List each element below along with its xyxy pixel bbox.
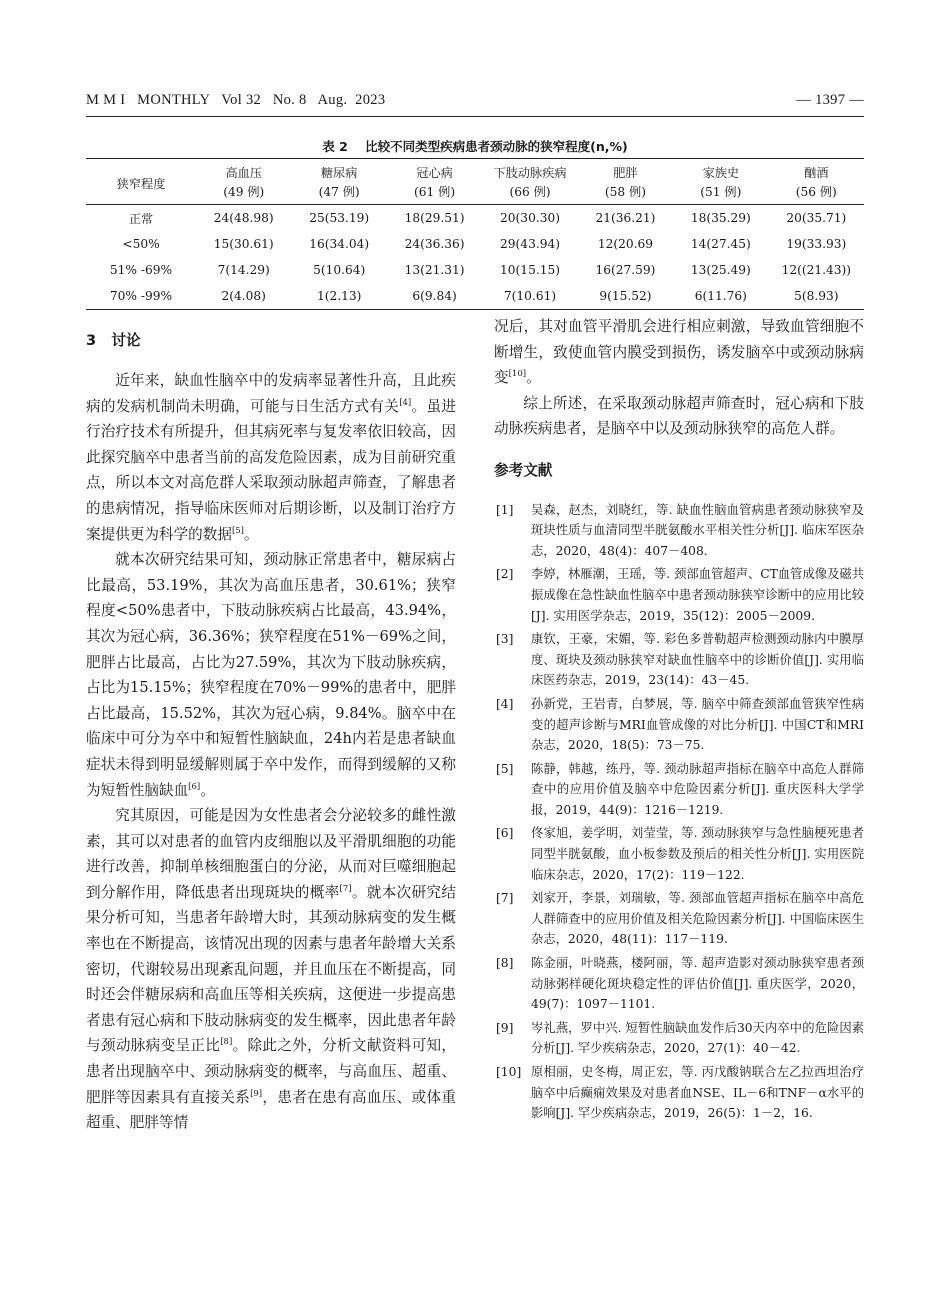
table-cell: 19(33.93) bbox=[786, 237, 847, 251]
table-cell: 13(25.49) bbox=[690, 263, 751, 277]
table-cell: 7(14.29) bbox=[217, 263, 270, 277]
table-cell: 24(36.36) bbox=[404, 237, 465, 251]
table-cell: 25(53.19) bbox=[309, 211, 370, 225]
col-count: (51 例) bbox=[673, 182, 768, 205]
reference-item: [3] 康钦，王豪，宋媚，等. 彩色多普勒超声检测颈动脉内中膜厚度、斑块及颈动脉狭窄对缺血性脑卒中的诊断价值[J]. 实用临床医药杂志，2019，23(14)：43－45. bbox=[496, 632, 864, 688]
table-row bbox=[86, 205, 864, 232]
table-cell: 10(15.15) bbox=[500, 263, 560, 277]
references-heading: 参考文献 bbox=[494, 461, 553, 479]
reference-item: [4] 孙新党，王岩青，白梦展，等. 脑卒中筛查颈部血管狭窄性病变的超声诊断与MRI血管成像的对比分析[J]. 中国CT和MRI杂志，2020，18(5)：73－75. bbox=[496, 696, 864, 753]
table-title: 表 2 比较不同类型疾病患者颈动脉的狭窄程度(n,%) bbox=[322, 139, 628, 154]
citation: [4] bbox=[399, 397, 412, 408]
table-cell: 5(8.93) bbox=[794, 289, 839, 303]
table-cell: 16(27.59) bbox=[595, 263, 656, 277]
table-row bbox=[86, 257, 864, 283]
row-label: <50% bbox=[122, 237, 160, 251]
citation: [6] bbox=[188, 781, 201, 792]
reference-item: [10] 原相丽，史冬梅，周正宏，等. 丙戊酸钠联合左乙拉西坦治疗脑卒中后癫痫效果及对患者血NSE、IL－6和TNF－α水平的影响[J]. 罕少疾病杂志，2019，26(5)：1－2，16. bbox=[496, 1065, 864, 1121]
col-name: 冠心病 bbox=[416, 166, 453, 180]
row-label: 51% -69% bbox=[109, 263, 173, 277]
header-rule bbox=[86, 116, 864, 117]
col-count: (56 例) bbox=[769, 182, 864, 205]
col-name: 糖尿病 bbox=[320, 166, 358, 180]
citation: [7] bbox=[339, 884, 352, 895]
reference-list bbox=[494, 500, 864, 1124]
table-cell: 20(30.30) bbox=[500, 211, 560, 225]
table-cell: 21(36.21) bbox=[595, 211, 656, 225]
col-name: 家族史 bbox=[702, 166, 740, 180]
right-column bbox=[494, 314, 864, 1127]
body-paragraph-continued: 况后，其对血管平滑肌会进行相应刺激，导致血管细胞不断增生，致使血管内膜受到损伤，诱发脑卒中或颈动脉病变[10]。 bbox=[494, 318, 864, 387]
table-cell: 5(10.64) bbox=[313, 263, 366, 277]
col-name: 肥胖 bbox=[613, 166, 638, 180]
table-cell: 2(4.08) bbox=[221, 289, 266, 303]
table-cell: 13(21.31) bbox=[404, 263, 465, 277]
conclusion-paragraph: 综上所述，在采取颈动脉超声筛查时，冠心病和下肢动脉疾病患者，是脑卒中以及颈动脉狭窄的高危人群。 bbox=[494, 394, 864, 438]
table-cell: 24(48.98) bbox=[213, 211, 274, 225]
reference-item: [6] 佟家旭，姜学明，刘莹莹，等. 颈动脉狭窄与急性脑梗死患者同型半胱氨酸，血小板参数及预后的相关性分析[J]. 实用医院临床杂志，2020，17(2)：119－122. bbox=[496, 826, 864, 882]
reference-item: [8] 陈金丽，叶晓燕，楼阿丽，等. 超声造影对颈动脉狭窄患者颈动脉粥样硬化斑块稳定性的评估价值[J]. 重庆医学，2020，49(7)：1097－1101. bbox=[496, 956, 864, 1012]
left-column bbox=[86, 328, 456, 1136]
page-number: — 1397 — bbox=[796, 92, 864, 108]
col-count: (61 例) bbox=[387, 182, 482, 205]
body-paragraph: 近年来，缺血性脑卒中的发病率显著性升高，且此疾病的发病机制尚未明确，可能与日生活方式有关[4]。虽进行治疗技术有所提升，但其病死率与复发率依旧较高，因此探究脑卒中患者当前的高发危险因素，成为目前研究重点，所以本文对高危群人采取颈动脉超声筛查，了解患者的患病情况，指导临床医师对后期诊断，以及制订治疗方案提供更为科学的数据[5]。 bbox=[86, 372, 456, 543]
journal-info: M M I MONTHLY Vol 32 No. 8 Aug. 2023 bbox=[86, 92, 386, 108]
table-cell: 15(30.61) bbox=[213, 237, 274, 251]
body-paragraph: 究其原因，可能是因为女性患者会分泌较多的雌性激素，其可以对患者的血管内皮细胞以及平滑肌细胞的功能进行改善，抑制单核细胞蛋白的分泌，从而对巨噬细胞起到分解作用，降低患者出现斑块的概率[7]。就本次研究结果分析可知，当患者年龄增大时，其颈动脉病变的发生概率也在不断提高，该情况出现的因素与患者年龄增大关系密切，代谢较易出现紊乱问题，并且血压在不断提高，同时还会伴糖尿病和高血压等相关疾病，这便进一步提高患者患有冠心病和下肢动脉病变的发生概率，因此患者年龄与颈动脉病变呈正比[8]。除此之外，分析文献资料可知，患者出现脑卒中、颈动脉病变的概率，与高血压、超重、肥胖等因素具有直接关系[9]，患者在患有高血压、或体重超重、肥胖等情 bbox=[86, 807, 456, 1132]
section-heading: 3 讨论 bbox=[86, 332, 141, 349]
table-cell: 16(34.04) bbox=[309, 237, 370, 251]
col-name: 酗酒 bbox=[804, 166, 829, 180]
citation: [9] bbox=[250, 1088, 263, 1099]
table-cell: 6(11.76) bbox=[694, 289, 747, 303]
row-header: 狭窄程度 bbox=[86, 159, 196, 205]
stenosis-table bbox=[86, 158, 864, 310]
table-cell: 1(2.13) bbox=[316, 289, 362, 303]
col-count: (66 例) bbox=[482, 182, 577, 205]
table-cell: 18(29.51) bbox=[404, 211, 465, 225]
running-header bbox=[86, 92, 864, 114]
col-count: (49 例) bbox=[196, 182, 291, 205]
reference-item: [9] 岑礼燕，罗中兴. 短暂性脑缺血发作后30天内卒中的危险因素分析[J]. 罕少疾病杂志，2020，27(1)：40－42. bbox=[496, 1020, 864, 1056]
table-cell: 7(10.61) bbox=[503, 289, 557, 303]
table-row bbox=[86, 231, 864, 257]
reference-item: [2] 李婷，林雁潮，王瑶，等. 颈部血管超声、CT血管成像及磁共振成像在急性缺血性脑卒中患者颈动脉狭窄诊断中的应用比较[J]. 实用医学杂志，2019，35(12)：2005－2009. bbox=[496, 567, 864, 623]
table-cell: 12(20.69 bbox=[597, 237, 653, 251]
table-cell: 18(35.29) bbox=[690, 211, 751, 225]
row-label: 70% -99% bbox=[109, 289, 173, 303]
table-cell: 20(35.71) bbox=[786, 211, 847, 225]
table-row bbox=[86, 283, 864, 310]
citation: [10] bbox=[508, 369, 527, 380]
reference-item: [5] 陈静，韩越，练丹，等. 颈动脉超声指标在脑卒中高危人群筛查中的应用价值及脑卒中危险因素分析[J]. 重庆医科大学学报，2019，44(9)：1216－1219. bbox=[496, 761, 864, 817]
reference-item: [1] 吴森，赵杰，刘晓红，等. 缺血性脑血管病患者颈动脉狭窄及斑块性质与血清同型半胱氨酸水平相关性分析[J]. 临床军医杂志，2020，48(4)：407－408. bbox=[496, 502, 864, 558]
citation: [5] bbox=[231, 525, 244, 536]
citation: [8] bbox=[220, 1037, 233, 1048]
table-cell: 6(9.84) bbox=[412, 289, 457, 303]
col-name: 下肢动脉疾病 bbox=[493, 166, 567, 180]
table-cell: 12((21.43)) bbox=[781, 263, 851, 277]
col-count: (47 例) bbox=[291, 182, 386, 205]
body-paragraph: 就本次研究结果可知，颈动脉正常患者中，糖尿病占比最高，53.19%，其次为高血压患者，30.61%；狭窄程度<50%患者中，下肢动脉疾病占比最高，43.94%，其次为冠心病，36.36%；狭窄程度在51%－69%之间，肥胖占比最高，占比为27.59%，其次为下肢动脉疾病，占比为15.15%；狭窄程度在70%－99%的患者中，肥胖占比最高，15.52%，其次为冠心病，9.84%。脑卒中在临床中可分为卒中和短暂性脑缺血，24h内若是患者缺血症状未得到明显缓解则属于卒中发作，而得到缓解的又称为短暂性脑缺血[6]。 bbox=[86, 551, 456, 799]
col-name: 高血压 bbox=[225, 166, 263, 180]
table-cell: 29(43.94) bbox=[500, 237, 560, 251]
row-label: 正常 bbox=[128, 211, 154, 226]
reference-item: [7] 刘家开，李景，刘瑞敏，等. 颈部血管超声指标在脑卒中高危人群筛查中的应用价值及相关危险因素分析[J]. 中国临床医生杂志，2020，48(11)：117－119. bbox=[496, 891, 864, 947]
table-cell: 14(27.45) bbox=[690, 237, 751, 251]
table-cell: 9(15.52) bbox=[599, 289, 652, 303]
col-count: (58 例) bbox=[578, 182, 673, 205]
